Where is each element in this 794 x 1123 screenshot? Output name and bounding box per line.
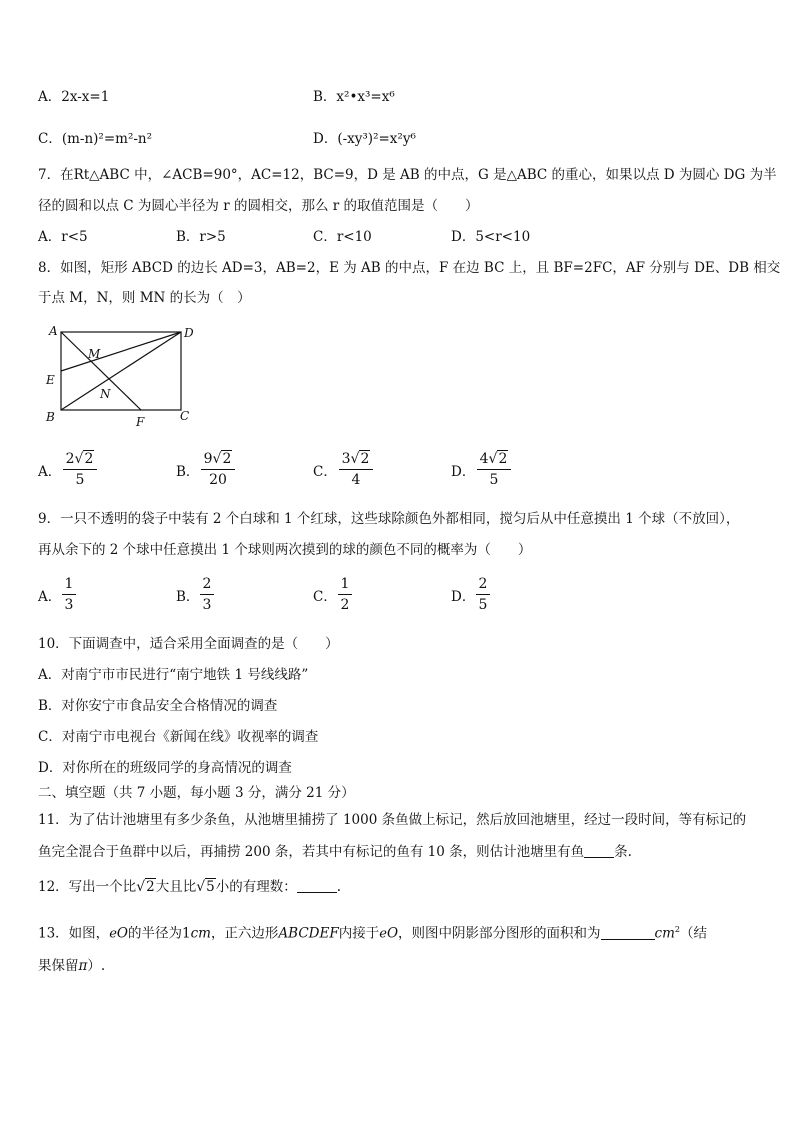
q12-text-post: 小的有理数：	[215, 879, 297, 895]
q13-stem-line2	[38, 956, 105, 976]
q12-text-mid: 大且比	[155, 879, 197, 895]
fig-label-f: F	[136, 415, 145, 429]
radicand: 2	[360, 451, 370, 467]
q13-text-pre: 13．如图，	[38, 925, 110, 942]
fig-label-a: A	[49, 324, 58, 338]
numerator: 1	[340, 576, 350, 592]
denominator: 20	[209, 472, 227, 488]
q9-option-a-fraction	[62, 576, 76, 614]
fig-label-b: B	[46, 410, 55, 424]
hexagon-name: ABCDEF	[278, 925, 339, 942]
fig-label-n: N	[100, 387, 111, 401]
q9-stem-line2: 再从余下的 2 个球中任意摸出 1 个球则两次摸到的球的颜色不同的概率为（ ）	[38, 542, 532, 558]
numerator: 9	[203, 451, 213, 467]
q7-stem-line2: 径的圆和以点 C 为圆心半径为 r 的圆相交，那么 r 的取值范围是（ ）	[38, 198, 479, 214]
q6-option-c: C．(m-n)²=m²-n²	[38, 131, 153, 147]
q9-option-b-label: B．	[176, 589, 200, 605]
q12-text-end: .	[336, 879, 342, 895]
q7-option-a: A．r<5	[38, 229, 88, 245]
denominator: 3	[202, 597, 212, 613]
denominator: 2	[340, 597, 350, 613]
radius-value: 1	[181, 925, 191, 942]
radicand: 2	[146, 879, 155, 895]
q9-option-a-label: A．	[38, 589, 62, 605]
circle-o: O	[116, 925, 128, 942]
q13-text-area: ，则图中阴影部分图形的面积和为	[398, 925, 601, 942]
numerator: 2	[202, 576, 212, 592]
radicand: 2	[222, 451, 232, 467]
denominator: 4	[351, 472, 361, 488]
denominator: 5	[489, 472, 499, 488]
q6-option-b: B．x²•x³=x⁶	[313, 89, 395, 105]
numerator: 1	[64, 576, 74, 592]
pi-symbol: π	[78, 958, 88, 974]
unit-exponent: 2	[674, 925, 680, 934]
q8-stem-line2: 于点 M，N，则 MN 的长为（ ）	[38, 290, 251, 306]
q8-option-d-label: D．	[451, 464, 476, 480]
q9-option-d-fraction	[476, 576, 490, 614]
q8-rectangle-figure	[40, 322, 250, 432]
q13-text-radius: 的半径为	[127, 925, 182, 942]
q9-option-c-fraction	[338, 576, 352, 614]
radicand: 5	[206, 879, 215, 895]
section-heading-fill-in: 二、填空题（共 7 小题，每小题 3 分，满分 21 分）	[38, 785, 355, 801]
q7-stem-line1: 7．在Rt△ABC 中，∠ACB=90°，AC=12，BC=9，D 是 AB 的中点，G 是△ABC 的重心，如果以点 D 为圆心 DG 为半	[38, 167, 777, 183]
q11-text-post: 条.	[614, 844, 632, 860]
radicand: 2	[84, 451, 94, 467]
q6-option-a: A．2x-x=1	[38, 89, 110, 105]
q12-answer-blank[interactable]	[297, 878, 337, 893]
fig-label-e: E	[46, 373, 55, 387]
fig-label-m: M	[88, 347, 101, 361]
q8-option-a-label: A．	[38, 464, 62, 480]
q13-text-end: ）.	[87, 958, 106, 974]
fig-label-c: C	[180, 409, 190, 423]
q8-option-b-label: B．	[176, 464, 200, 480]
q8-option-d-fraction: 4√2 5	[477, 451, 511, 489]
q7-option-d: D．5<r<10	[451, 229, 531, 245]
fig-label-d: D	[184, 326, 194, 340]
q12-stem	[38, 877, 341, 897]
q8-option-c-fraction: 3√2 4	[339, 451, 373, 489]
q8-option-c-label: C．	[313, 464, 337, 480]
denominator: 5	[75, 472, 85, 488]
sqrt-2: √2	[136, 879, 155, 895]
q10-stem: 10．下面调查中，适合采用全面调查的是（ ）	[38, 636, 339, 652]
circle-symbol: e	[109, 926, 117, 942]
q6-option-d: D．(-xy³)²=x²y⁶	[313, 131, 416, 147]
q11-answer-blank[interactable]	[584, 843, 614, 858]
q10-option-b: B．对你安宁市食品安全合格情况的调查	[38, 698, 278, 714]
unit-cm2: cm	[654, 925, 675, 942]
radicand: 2	[498, 451, 508, 467]
q13-text-tail: （结	[679, 925, 707, 942]
q11-stem-line1: 11．为了估计池塘里有多少条鱼，从池塘里捕捞了 1000 条鱼做上标记，然后放回池塘里，经过一段时间，等有标记的	[38, 812, 747, 828]
q9-stem-line1: 9．一只不透明的袋子中装有 2 个白球和 1 个红球，这些球除颜色外都相同，搅匀后从中任意摸出 1 个球（不放回），	[38, 511, 740, 527]
denominator: 3	[64, 597, 74, 613]
numerator: 4	[479, 451, 489, 467]
q8-option-a-fraction: 2√2 5	[63, 451, 97, 489]
q10-option-a: A．对南宁市市民进行“南宁地铁 1 号线线路”	[38, 667, 309, 683]
circle-symbol: e	[379, 926, 387, 942]
q9-option-d-label: D．	[451, 589, 476, 605]
circle-o: O	[386, 925, 399, 942]
numerator: 2	[478, 576, 488, 592]
q8-stem-line1: 8．如图，矩形 ABCD 的边长 AD=3，AB=2，E 为 AB 的中点，F 在边 BC 上，且 BF=2FC，AF 分别与 DE、DB 相交	[38, 260, 781, 276]
q8-option-b-fraction: 9√2 20	[201, 451, 235, 489]
q9-option-c-label: C．	[313, 589, 337, 605]
q13-answer-blank[interactable]	[601, 925, 655, 940]
q9-option-b-fraction	[200, 576, 214, 614]
q13-text-inscribed: 内接于	[338, 925, 380, 942]
q13-text-keep: 果保留	[38, 958, 79, 974]
q7-option-c: C．r<10	[313, 229, 372, 245]
sqrt-5: √5	[196, 879, 215, 895]
q10-option-d: D．对你所在的班级同学的身高情况的调查	[38, 760, 292, 776]
numerator: 3	[341, 451, 351, 467]
q7-option-b: B．r>5	[176, 229, 226, 245]
q11-stem-line2	[38, 842, 632, 862]
unit-cm: cm	[190, 925, 211, 942]
q11-text-pre: 鱼完全混合于鱼群中以后，再捕捞 200 条，若其中有标记的鱼有 10 条，则估计池塘里有鱼	[38, 844, 585, 860]
q10-option-c: C．对南宁市电视台《新闻在线》收视率的调查	[38, 729, 319, 745]
q12-text-pre: 12．写出一个比	[38, 879, 137, 895]
q13-text-hexagon: ，正六边形	[210, 925, 279, 942]
numerator: 2	[65, 451, 75, 467]
denominator: 5	[478, 597, 488, 613]
q13-stem-line1	[38, 920, 707, 945]
